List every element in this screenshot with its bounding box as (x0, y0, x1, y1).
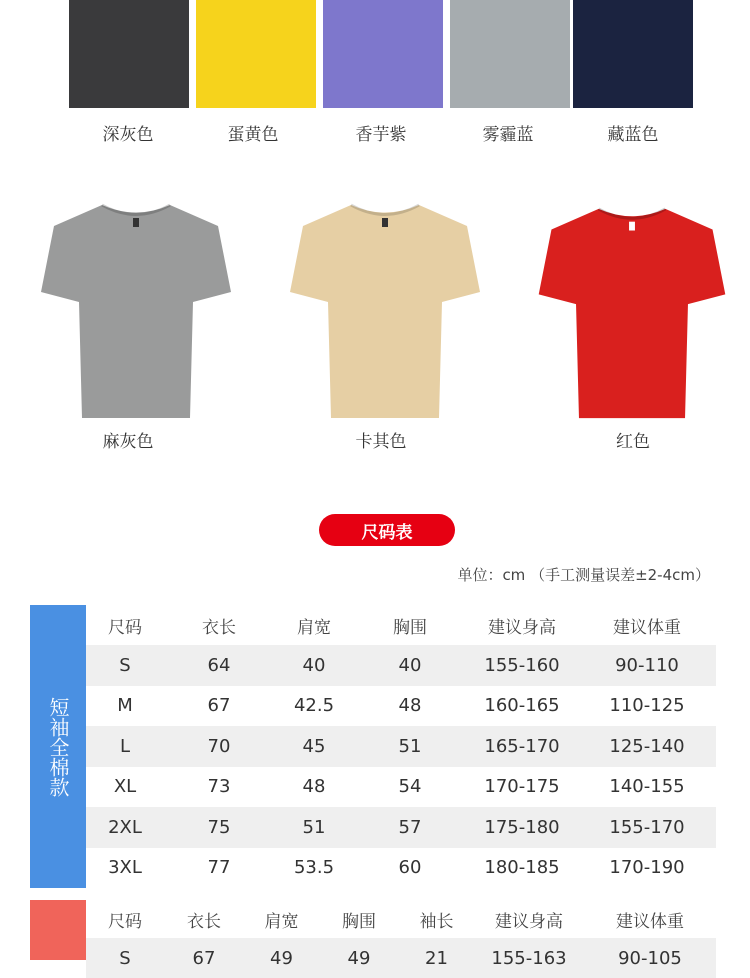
swatch-label: 藏蓝色 (607, 125, 659, 145)
side-label-text: 短袖全棉款 (46, 696, 70, 797)
tshirt-label: 红色 (616, 432, 650, 452)
table-cell: 2XL (108, 816, 142, 838)
table-cell: 67 (192, 947, 216, 969)
swatch-taro-purple[interactable] (323, 0, 443, 108)
table-header-cell: 建议体重 (613, 617, 681, 638)
table-cell: 165-170 (484, 735, 560, 757)
table-row (86, 645, 716, 686)
swatch-haze-blue[interactable] (450, 0, 570, 108)
table-cell: 51 (398, 735, 422, 757)
table-cell: 48 (398, 695, 422, 717)
table-header-cell: 肩宽 (297, 617, 331, 638)
table-header-cell: 胸围 (393, 617, 427, 638)
table-cell: 60 (398, 857, 422, 879)
table-header-cell: 袖长 (419, 911, 454, 932)
table-cell: 45 (302, 735, 326, 757)
table-cell: 40 (302, 654, 326, 676)
table-cell: 42.5 (293, 695, 335, 717)
size-chart-title: 尺码表 (319, 514, 455, 546)
table-header-row (86, 900, 716, 938)
table-cell: 48 (302, 776, 326, 798)
table-row (86, 848, 716, 889)
table-cell: 155-163 (491, 947, 567, 969)
table-row (86, 767, 716, 808)
table-row (86, 726, 716, 767)
table-cell: 170-175 (484, 776, 560, 798)
table-cell: S (119, 947, 131, 969)
table-header-cell: 建议身高 (488, 617, 556, 638)
table-cell: 180-185 (484, 857, 560, 879)
table-header-cell: 衣长 (202, 617, 236, 638)
table-row (86, 938, 716, 978)
table-cell: 70 (207, 735, 231, 757)
table-cell: 140-155 (609, 776, 685, 798)
table-cell: 49 (347, 947, 371, 969)
tshirt-khaki[interactable] (289, 200, 481, 422)
table-header-cell: 尺码 (108, 911, 142, 932)
table-cell: 125-140 (609, 735, 685, 757)
table-cell: 90-110 (615, 654, 679, 676)
swatch-navy[interactable] (573, 0, 693, 108)
table-header-cell: 建议身高 (495, 911, 563, 932)
table-header-cell: 衣长 (187, 911, 221, 932)
table-cell: 21 (425, 947, 448, 969)
table-cell: 54 (398, 776, 422, 798)
table-cell: 49 (270, 947, 293, 969)
table-header-cell: 建议体重 (616, 911, 684, 932)
swatch-label: 蛋黄色 (227, 125, 279, 145)
table-cell: 110-125 (609, 695, 685, 717)
table-cell: 51 (302, 816, 326, 838)
size-table-2 (86, 900, 716, 978)
size-table-short-sleeve-cotton (86, 605, 716, 888)
table-cell: 155-160 (484, 654, 560, 676)
table-cell: 64 (207, 654, 231, 676)
table-cell: 73 (207, 776, 231, 798)
swatch-egg-yellow[interactable] (196, 0, 316, 108)
table-cell: XL (113, 776, 137, 798)
tshirt-label: 卡其色 (355, 432, 407, 452)
table-cell: 40 (398, 654, 422, 676)
tshirt-heather-gray[interactable] (40, 200, 232, 422)
table-cell: 67 (207, 695, 231, 717)
table-cell: 77 (207, 857, 231, 879)
table-header-cell: 胸围 (342, 911, 376, 932)
table-row (86, 686, 716, 727)
table-header-cell: 肩宽 (264, 911, 299, 932)
table-cell: 170-190 (609, 857, 685, 879)
table-cell: 175-180 (484, 816, 560, 838)
swatch-label: 雾霾蓝 (482, 125, 534, 145)
table-side-label-short-sleeve-cotton (30, 605, 86, 888)
swatch-dark-gray[interactable] (69, 0, 189, 108)
table-cell: 57 (398, 816, 422, 838)
table-cell: 155-170 (609, 816, 685, 838)
table-cell: 3XL (108, 857, 142, 879)
table-cell: S (119, 654, 131, 676)
swatch-label: 深灰色 (102, 125, 154, 145)
table-row (86, 807, 716, 848)
unit-note: 单位：cm （手工测量误差±2-4cm） (457, 566, 710, 584)
tshirt-label: 麻灰色 (102, 432, 154, 452)
tshirt-red[interactable] (537, 204, 727, 422)
table-cell: 160-165 (484, 695, 560, 717)
table-cell: 75 (207, 816, 231, 838)
table-cell: L (119, 735, 131, 757)
table-side-label-2 (30, 900, 86, 960)
table-header-row (86, 605, 716, 645)
table-cell: 90-105 (618, 947, 682, 969)
table-header-cell: 尺码 (108, 617, 142, 638)
swatch-label: 香芋紫 (355, 125, 407, 145)
table-cell: M (117, 695, 133, 717)
table-cell: 53.5 (293, 857, 335, 879)
